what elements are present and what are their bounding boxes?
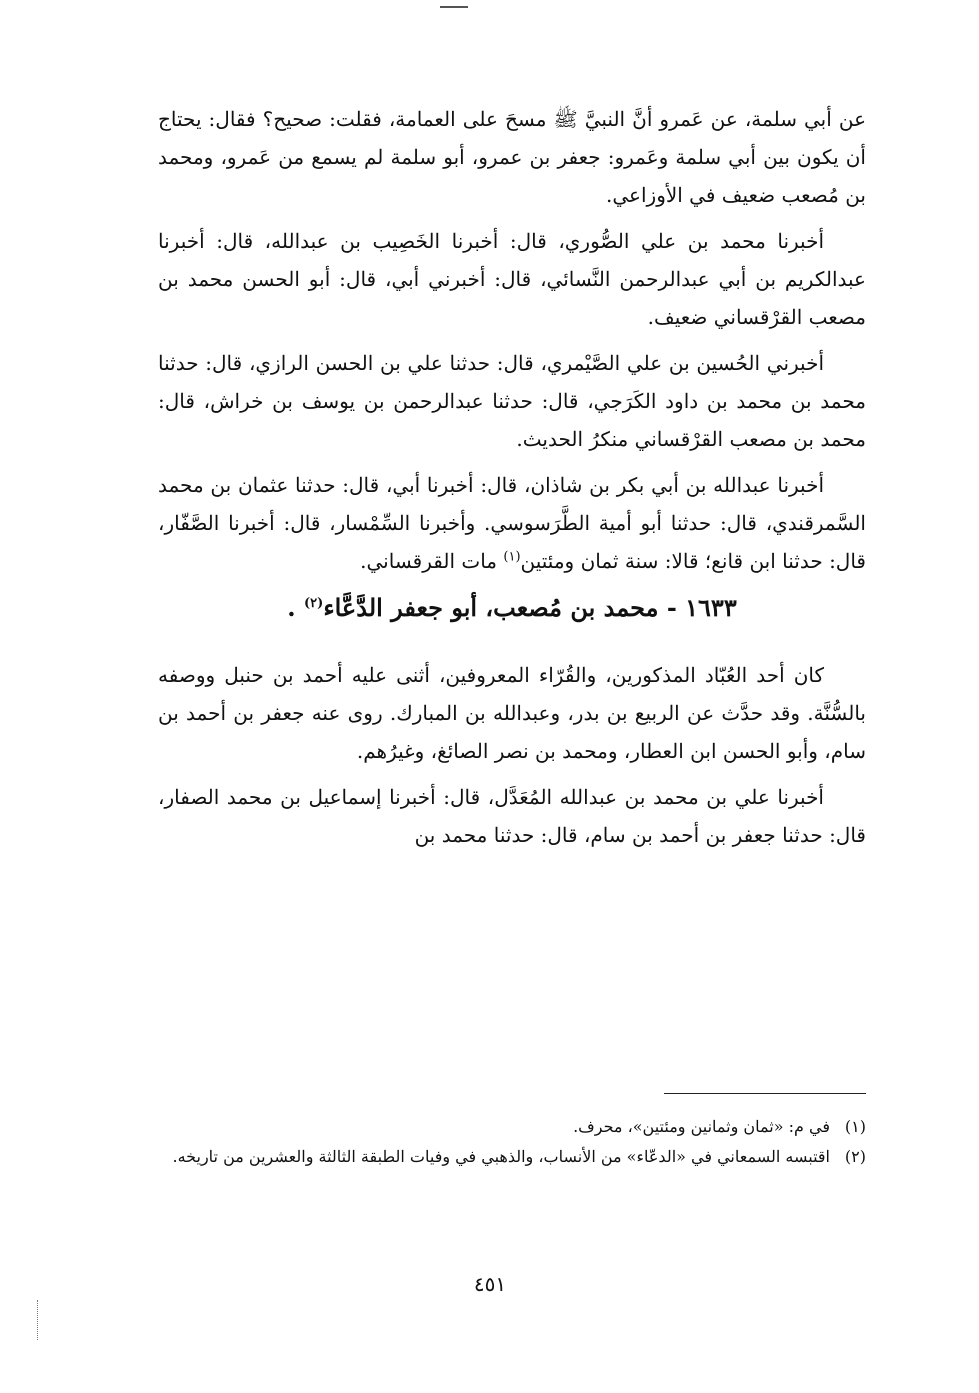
paragraph-biography: كان أحد العُبّاد المذكورين، والقُرّاء المعروفين، أثنى عليه أحمد بن حنبل ووصفه بالسُّنَّة. وقد حدَّث عن الربيع بن بدر، وعبدالله بن المبارك. روى عنه جعفر بن أحمد بن سام، وأبو الحسن ابن العطار، ومحمد بن نصر الصائغ، وغيرُهم. (158, 663, 866, 763)
footnote-2 (158, 1142, 866, 1172)
footnote-2-text: اقتبسه السمعاني في «الدعّاء» من الأنساب، والذهبي في وفيات الطبقة الثالثة والعشرين من تاريخه. (172, 1147, 830, 1166)
paragraph-death-date-text: أخبرنا عبدالله بن أبي بكر بن شاذان، قال: أخبرنا أبي، قال: حدثنا عثمان بن محمد السَّمرقندي، قال: حدثنا أبو أمية الطَّرَسوسي. وأخبرنا السِّمْسار، قال: أخبرنا الصَّفّار، قال: حدثنا ابن قانع؛ قالا: سنة ثمان ومئتين (158, 473, 866, 573)
paragraph-death-date-tail: مات القرقساني. (360, 549, 504, 573)
paragraph-continuation: عن أبي سلمة، عن عَمرو أنَّ النبيَّ ﷺ مسحَ على العمامة، فقلت: صحيح؟ فقال: يحتاج أن يكون بين أبي سلمة وعَمرو: جعفر بن عمرو، أبو سلمة لم يسمع من عَمرو، ومحمد بن مُصعب ضعيف في الأوزاعي. (158, 107, 867, 207)
biography-heading-text: ١٦٣٣ - محمد بن مُصعب، أبو جعفر الدَّعَّاء (323, 593, 737, 622)
footnote-separator (664, 1093, 866, 1094)
footnote-marker-1[interactable]: (١) (503, 549, 521, 565)
margin-scan-marks (37, 1300, 40, 1340)
footnotes-block (158, 1112, 866, 1172)
footnote-1-text: في م: «ثمان وثمانين ومئتين»، محرف. (573, 1117, 830, 1136)
paragraph-death-date (158, 466, 866, 580)
footnote-marker-2[interactable]: (٢) (304, 596, 324, 611)
biography-heading-tail: . (287, 593, 305, 622)
main-text-block (158, 100, 866, 862)
paragraph-nasai-report: أخبرنا محمد بن علي الصُّوري، قال: أخبرنا الخَصِيب بن عبدالله، قال: أخبرنا عبدالكريم بن أبي عبدالرحمن النَّسائي، قال: أخبرني أبي، قال: أبو الحسن محمد بن مصعب القرْقساني ضعيف. (158, 229, 866, 329)
page-number: ٤٥١ (473, 1272, 507, 1296)
footnote-1-number: (١) (844, 1117, 866, 1136)
footnote-2-number: (٢) (844, 1147, 866, 1166)
paragraph-ibn-khirash-report: أخبرني الحُسين بن علي الصَّيْمري، قال: حدثنا علي بن الحسن الرازي، قال: حدثنا محمد بن محمد بن داود الكَرَجي، قال: حدثنا عبدالرحمن بن يوسف بن خراش، قال: محمد بن مصعب القرْقساني منكرُ الحديث. (158, 351, 866, 451)
biography-heading (158, 588, 866, 628)
paragraph-isnad: أخبرنا علي بن محمد بن عبدالله المُعَدَّل، قال: أخبرنا إسماعيل بن محمد الصفار، قال: حدثنا جعفر بن أحمد بن سام، قال: حدثنا محمد بن (158, 785, 866, 847)
footnote-1 (158, 1112, 866, 1142)
top-margin-mark (440, 6, 468, 8)
